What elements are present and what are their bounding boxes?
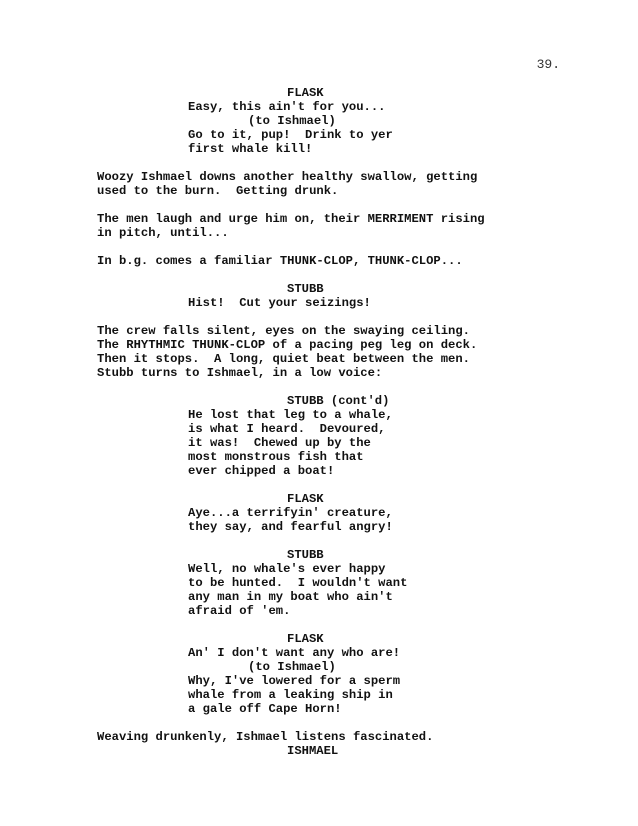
blank-line [97, 534, 557, 548]
dialogue-line: ever chipped a boat! [188, 464, 335, 478]
action-line: Stubb turns to Ishmael, in a low voice: [97, 366, 383, 380]
dialogue-block [97, 506, 557, 534]
dialogue-line: first whale kill! [188, 142, 313, 156]
dialogue-line: to be hunted. I wouldn't want [188, 576, 408, 590]
character-block [97, 86, 557, 100]
character-line: STUBB [287, 548, 324, 562]
blank-line [97, 716, 557, 730]
dialogue-line: He lost that leg to a whale, [188, 408, 393, 422]
dialogue-line: a gale off Cape Horn! [188, 702, 342, 716]
character-line: STUBB (cont'd) [287, 394, 390, 408]
character-block [97, 282, 557, 296]
dialogue-line: Easy, this ain't for you... [188, 100, 386, 114]
dialogue-block [97, 646, 557, 660]
dialogue-line: is what I heard. Devoured, [188, 422, 386, 436]
action-block [97, 324, 557, 380]
dialogue-line: they say, and fearful angry! [188, 520, 393, 534]
blank-line [97, 478, 557, 492]
action-line: Then it stops. A long, quiet beat between the men. [97, 352, 470, 366]
dialogue-line: Well, no whale's ever happy [188, 562, 386, 576]
blank-line [97, 310, 557, 324]
character-block [97, 744, 557, 758]
action-block [97, 212, 557, 240]
action-line: in pitch, until... [97, 226, 229, 240]
dialogue-block [97, 296, 557, 310]
dialogue-line: Hist! Cut your seizings! [188, 296, 371, 310]
dialogue-block [97, 674, 557, 716]
action-line: The RHYTHMIC THUNK-CLOP of a pacing peg leg on deck. [97, 338, 478, 352]
dialogue-line: An' I don't want any who are! [188, 646, 401, 660]
action-block [97, 254, 557, 268]
dialogue-line: afraid of 'em. [188, 604, 291, 618]
dialogue-line: whale from a leaking ship in [188, 688, 393, 702]
character-line: FLASK [287, 492, 324, 506]
blank-line [97, 240, 557, 254]
action-line: Weaving drunkenly, Ishmael listens fascinated. [97, 730, 434, 744]
dialogue-line: any man in my boat who ain't [188, 590, 393, 604]
action-line: Woozy Ishmael downs another healthy swallow, getting [97, 170, 478, 184]
dialogue-line: most monstrous fish that [188, 450, 364, 464]
character-line: ISHMAEL [287, 744, 339, 758]
parenthetical-line: (to Ishmael) [248, 114, 336, 128]
dialogue-line: Go to it, pup! Drink to yer [188, 128, 393, 142]
action-line: used to the burn. Getting drunk. [97, 184, 339, 198]
parenthetical-line: (to Ishmael) [248, 660, 336, 674]
dialogue-line: Aye...a terrifyin' creature, [188, 506, 393, 520]
blank-line [97, 156, 557, 170]
character-line: FLASK [287, 86, 324, 100]
blank-line [97, 380, 557, 394]
character-line: STUBB [287, 282, 324, 296]
dialogue-block [97, 100, 557, 114]
action-block [97, 170, 557, 198]
dialogue-block [97, 408, 557, 478]
dialogue-block [97, 562, 557, 618]
dialogue-line: it was! Chewed up by the [188, 436, 371, 450]
action-line: In b.g. comes a familiar THUNK-CLOP, THUNK-CLOP... [97, 254, 463, 268]
action-line: The men laugh and urge him on, their MERRIMENT rising [97, 212, 485, 226]
parenthetical-block [97, 660, 557, 674]
character-block [97, 548, 557, 562]
parenthetical-block [97, 114, 557, 128]
page-number: 39. [536, 57, 560, 72]
blank-line [97, 198, 557, 212]
blank-line [97, 618, 557, 632]
action-line: The crew falls silent, eyes on the swaying ceiling. [97, 324, 470, 338]
blank-line [97, 268, 557, 282]
dialogue-line: Why, I've lowered for a sperm [188, 674, 401, 688]
action-block [97, 730, 557, 744]
character-block [97, 492, 557, 506]
dialogue-block [97, 128, 557, 156]
script-content [97, 86, 557, 758]
character-block [97, 632, 557, 646]
character-line: FLASK [287, 632, 324, 646]
character-block [97, 394, 557, 408]
